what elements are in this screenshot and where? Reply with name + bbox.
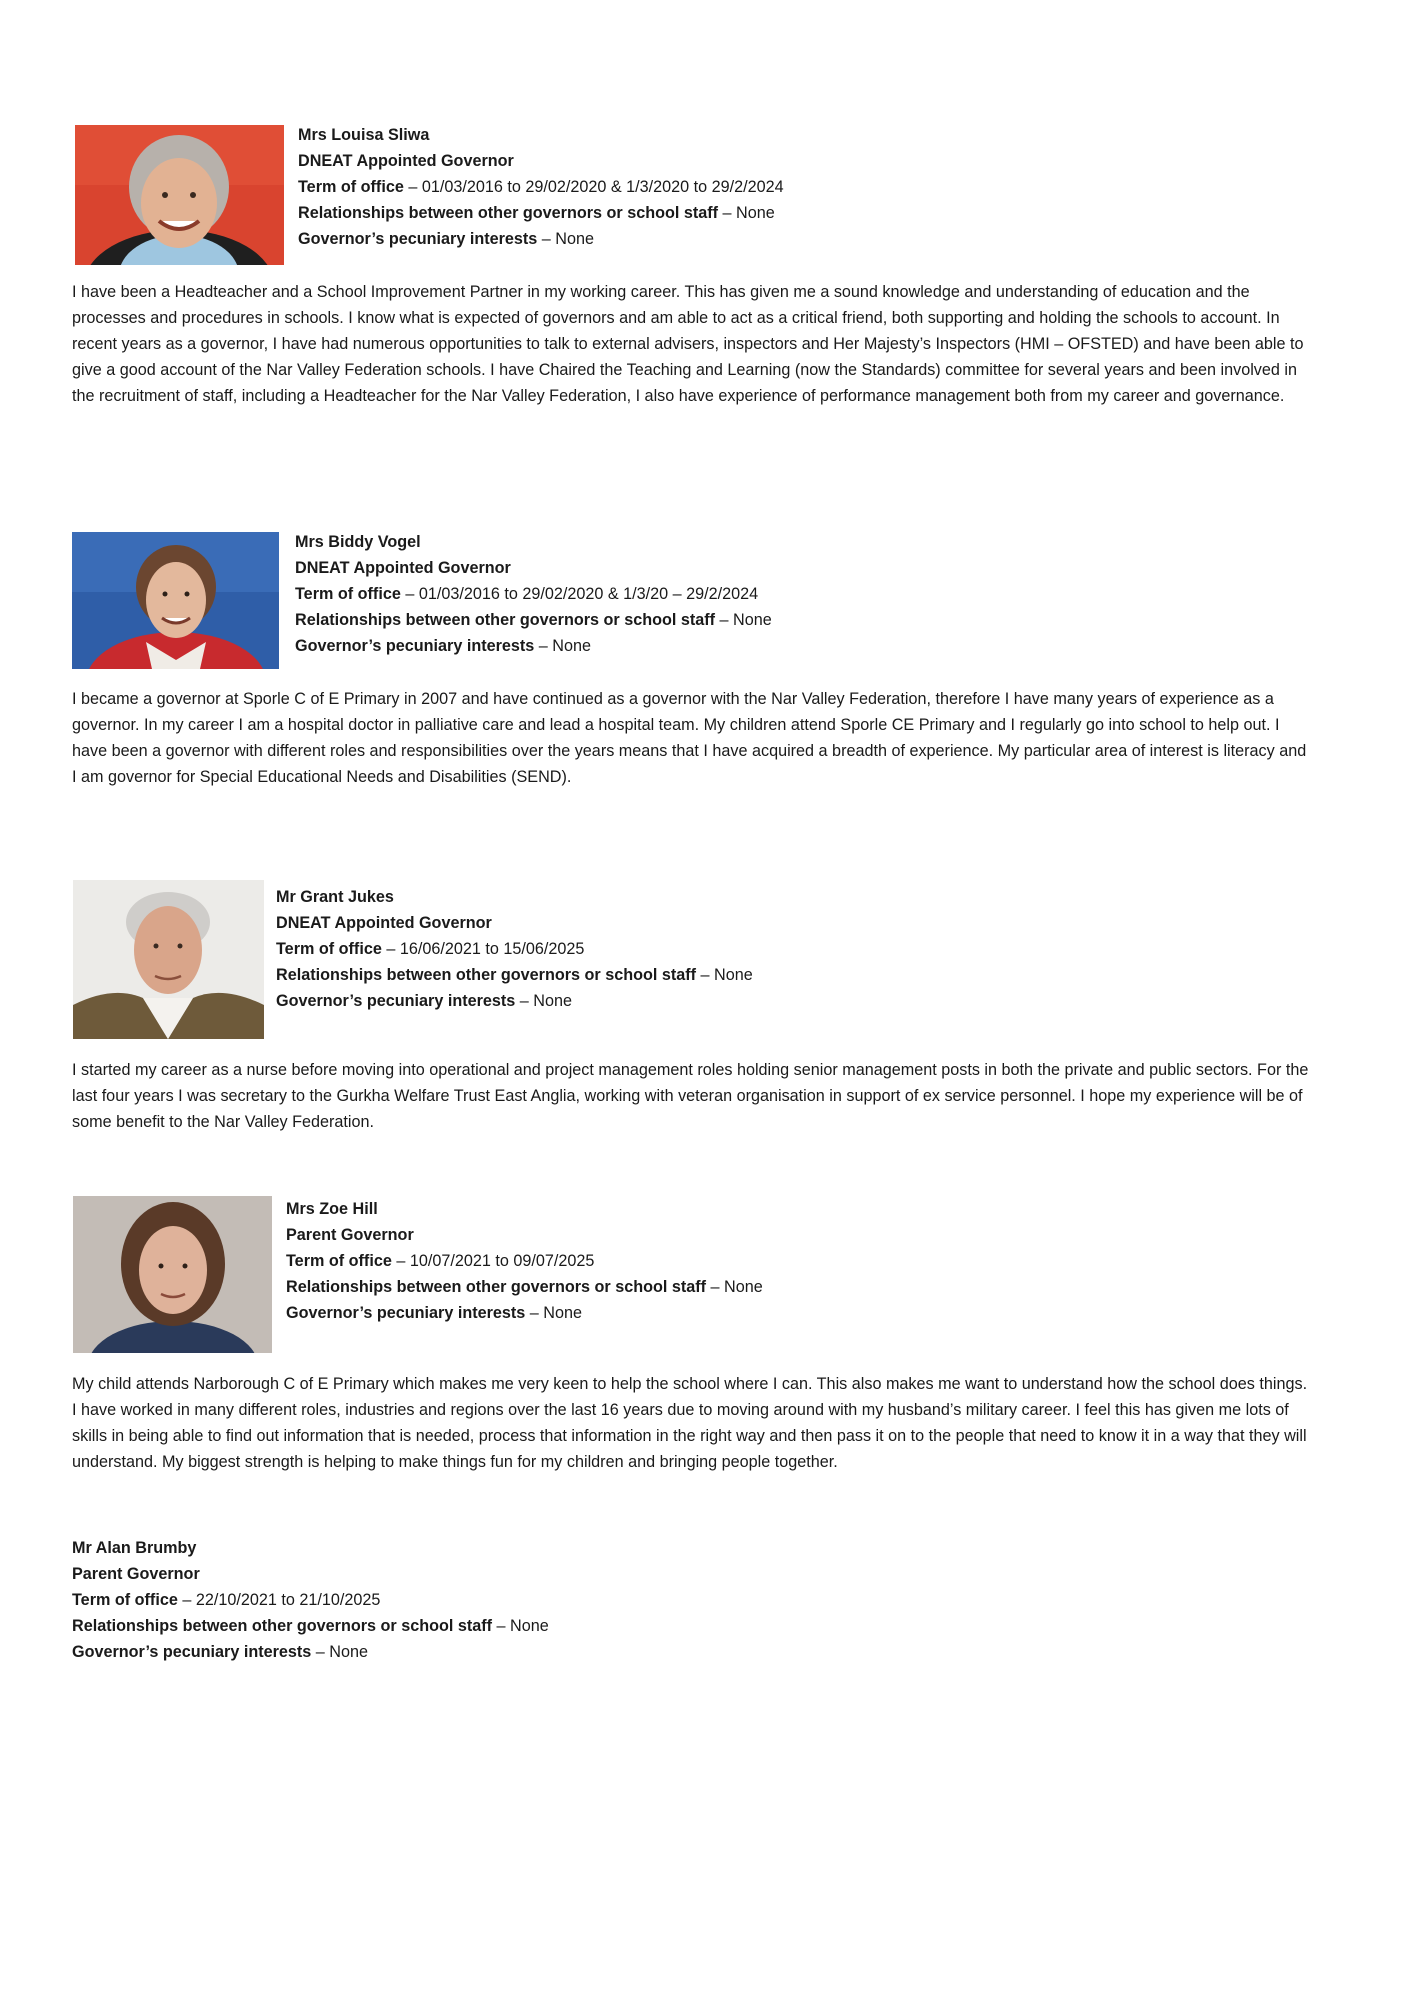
relationships-label: Relationships between other governors or school staff: [72, 1617, 493, 1635]
term-value: – 22/10/2021 to 21/10/2025: [177, 1591, 381, 1609]
governor-details: [276, 884, 753, 1014]
governor-details: [72, 1535, 549, 1665]
pecuniary-label: Governor’s pecuniary interests: [72, 1643, 312, 1661]
term-label: Term of office: [298, 178, 404, 196]
governor-photo: [75, 125, 284, 265]
governor-details: [286, 1196, 763, 1326]
relationships-label: Relationships between other governors or school staff: [298, 204, 719, 222]
term-label: Term of office: [72, 1591, 178, 1609]
pecuniary-value: – None: [537, 230, 595, 248]
pecuniary-value: – None: [515, 992, 573, 1010]
pecuniary-value: – None: [525, 1304, 583, 1322]
relationships-label: Relationships between other governors or school staff: [276, 966, 697, 984]
governor-name: Mr Alan Brumby: [72, 1539, 197, 1557]
relationships-label: Relationships between other governors or school staff: [295, 611, 716, 629]
pecuniary-label: Governor’s pecuniary interests: [298, 230, 538, 248]
governor-bio: I became a governor at Sporle C of E Primary in 2007 and have continued as a governor with the Nar Valley Federation, therefore I have many years of experience as a governor. In my career I am a hospital doctor in palliative care and lead a hospital team. My children attend Sporle CE Primary and I regularly go into school to help out. I have been a governor with different roles and responsibilities over the years means that I have acquired a breadth of experience. My particular area of interest is literacy and I am governor for Special Educational Needs and Disabilities (SEND).: [72, 690, 1307, 786]
term-label: Term of office: [295, 585, 401, 603]
pecuniary-value: – None: [311, 1643, 369, 1661]
governor-bio: My child attends Narborough C of E Primary which makes me very keen to help the school where I can. This also makes me want to understand how the school does things. I have worked in many different roles, industries and regions over the last 16 years due to moving around with my husband’s military career. I feel this has given me lots of skills in being able to find out information that is needed, process that information in the right way and then pass it on to the people that need to know it in a way that they will understand. My biggest strength is helping to make things fun for my children and bringing people together.: [72, 1375, 1308, 1471]
pecuniary-label: Governor’s pecuniary interests: [276, 992, 516, 1010]
pecuniary-label: Governor’s pecuniary interests: [295, 637, 535, 655]
governor-details: [295, 529, 772, 659]
relationships-value: – None: [696, 966, 753, 984]
governor-photo: [73, 1196, 272, 1353]
term-value: – 01/03/2016 to 29/02/2020 & 1/3/20 – 29/2/2024: [400, 585, 759, 603]
term-value: – 16/06/2021 to 15/06/2025: [381, 940, 585, 958]
term-value: – 10/07/2021 to 09/07/2025: [391, 1252, 595, 1270]
relationships-value: – None: [718, 204, 775, 222]
pecuniary-label: Governor’s pecuniary interests: [286, 1304, 526, 1322]
relationships-label: Relationships between other governors or school staff: [286, 1278, 707, 1296]
governor-bio: I started my career as a nurse before moving into operational and project management roles holding senior management posts in both the private and public sectors. For the last four years I was secretary to the Gurkha Welfare Trust East Anglia, working with veteran organisation in support of ex service personnel. I hope my experience will be of some benefit to the Nar Valley Federation.: [72, 1061, 1309, 1131]
governor-name: Mrs Biddy Vogel: [295, 533, 421, 551]
governor-name: Mr Grant Jukes: [276, 888, 394, 906]
term-value: – 01/03/2016 to 29/02/2020 & 1/3/2020 to 29/2/2024: [403, 178, 784, 196]
governor-photo: [72, 532, 279, 669]
relationships-value: – None: [715, 611, 772, 629]
governor-name: Mrs Zoe Hill: [286, 1200, 378, 1218]
governor-role: Parent Governor: [72, 1565, 200, 1583]
pecuniary-value: – None: [534, 637, 592, 655]
relationships-value: – None: [706, 1278, 763, 1296]
governor-photo: [73, 880, 264, 1039]
governor-bio: I have been a Headteacher and a School Improvement Partner in my working career. This has given me a sound knowledge and understanding of education and the processes and procedures in schools. I know what is expected of governors and am able to act as a critical friend, both supporting and holding the schools to account. In recent years as a governor, I have had numerous opportunities to talk to external advisers, inspectors and Her Majesty’s Inspectors (HMI – OFSTED) and have been able to give a good account of the Nar Valley Federation schools. I have Chaired the Teaching and Learning (now the Standards) committee for several years and been involved in the recruitment of staff, including a Headteacher for the Nar Valley Federation, I also have experience of performance management both from my career and governance.: [72, 283, 1304, 405]
governor-name: Mrs Louisa Sliwa: [298, 126, 430, 144]
governor-role: DNEAT Appointed Governor: [295, 559, 511, 577]
governor-details: [298, 122, 784, 252]
governor-role: DNEAT Appointed Governor: [298, 152, 514, 170]
term-label: Term of office: [286, 1252, 392, 1270]
governor-role: Parent Governor: [286, 1226, 414, 1244]
governor-role: DNEAT Appointed Governor: [276, 914, 492, 932]
relationships-value: – None: [492, 1617, 549, 1635]
term-label: Term of office: [276, 940, 382, 958]
